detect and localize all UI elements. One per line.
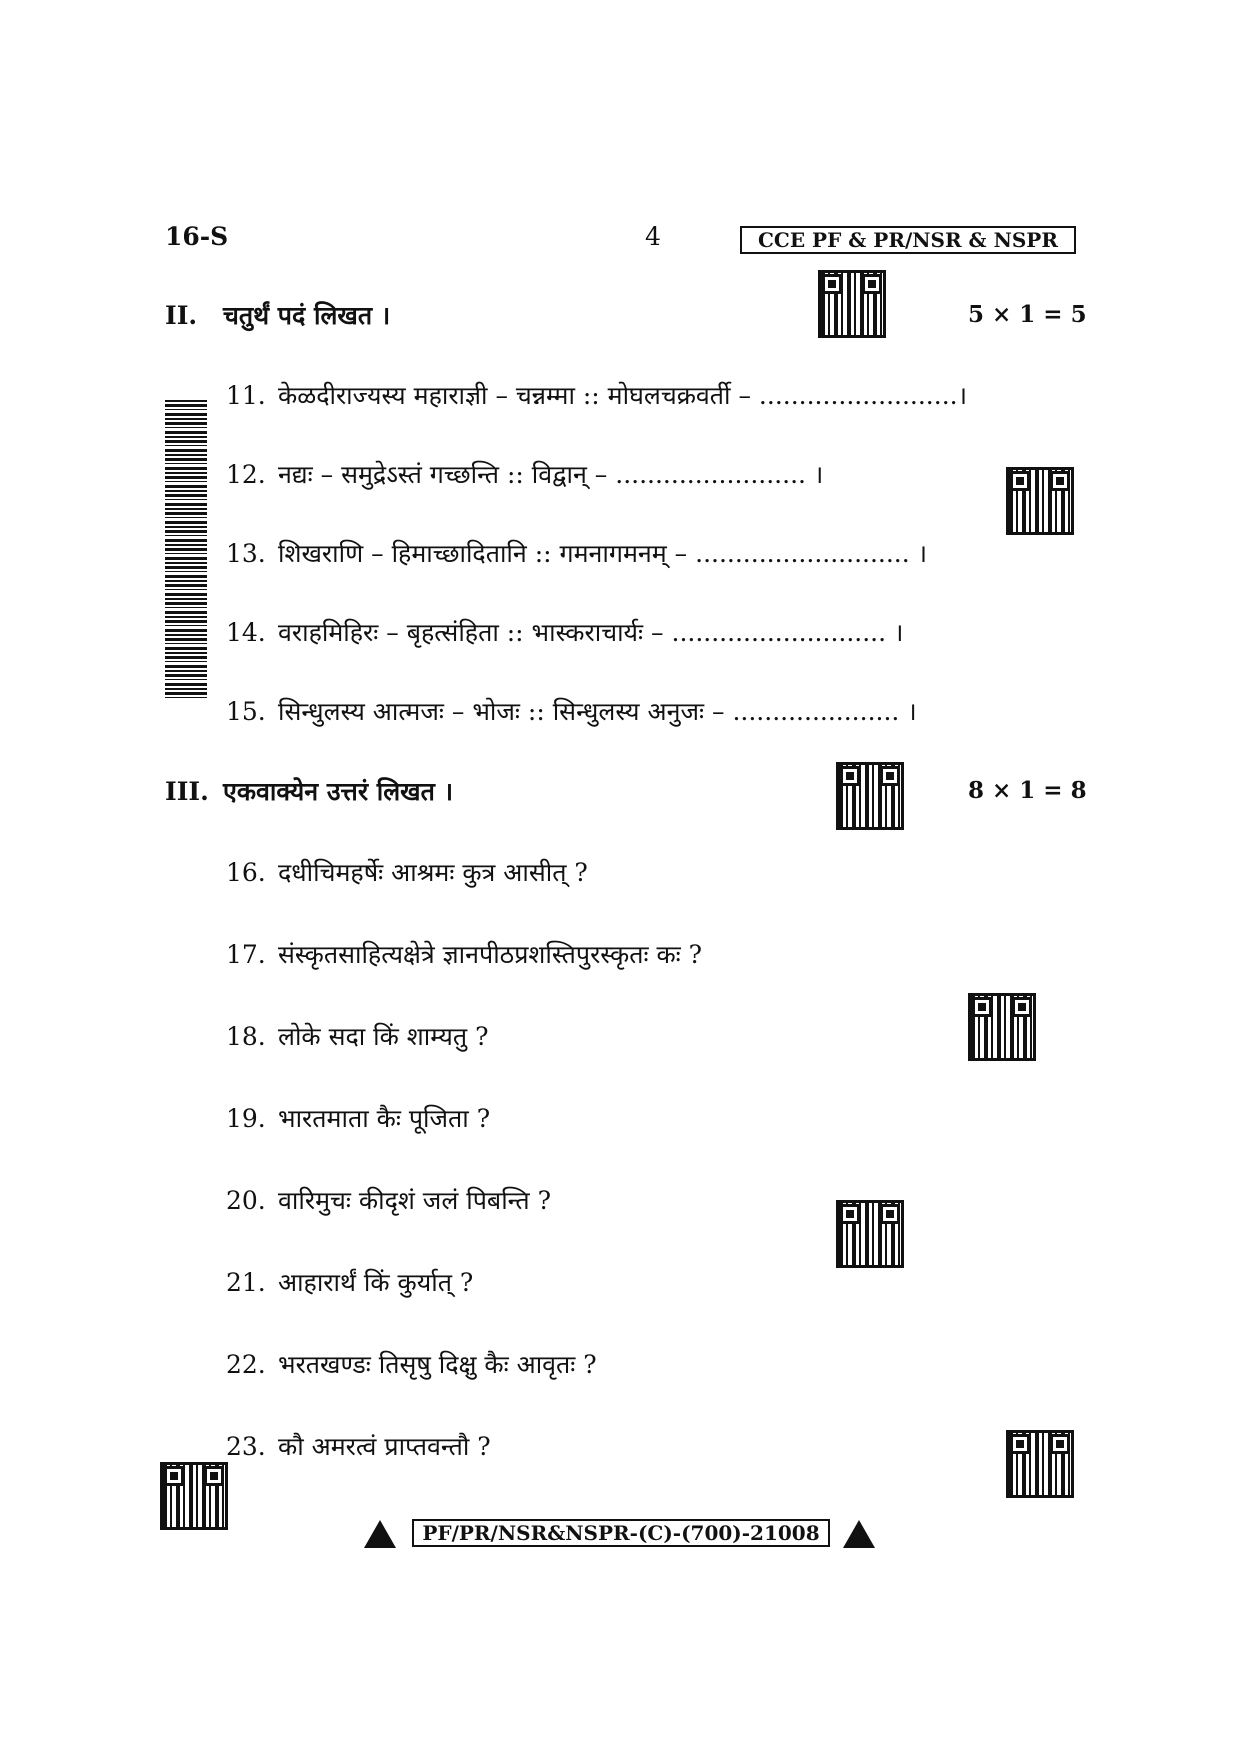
question-14 (226, 615, 904, 649)
qr-code-icon (1006, 1430, 1074, 1498)
question-number: 21. (226, 1268, 266, 1297)
question-text: संस्कृतसाहित्यक्षेत्रे ज्ञानपीठप्रशस्तिपुरस्कृतः कः ? (278, 940, 703, 969)
question-number: 22. (226, 1350, 266, 1379)
section-3-title: एकवाक्येन उत्तरं लिखत । (223, 777, 454, 806)
qr-code-icon (818, 270, 886, 338)
question-text: शिखराणि – हिमाच्छादितानि :: गमनागमनम् – ........................... । (278, 539, 928, 568)
question-text: वारिमुचः कीदृशं जलं पिबन्ति ? (278, 1186, 551, 1215)
qr-code-icon (968, 993, 1036, 1061)
question-20 (226, 1183, 551, 1217)
question-17 (226, 937, 702, 971)
question-number: 23. (226, 1432, 266, 1461)
question-text: दधीचिमहर्षेः आश्रमः कुत्र आसीत् ? (278, 858, 588, 887)
question-number: 20. (226, 1186, 266, 1215)
page-number: 4 (645, 222, 661, 251)
question-18 (226, 1019, 489, 1053)
question-number: 19. (226, 1104, 266, 1133)
section-3-heading (165, 774, 453, 808)
question-11 (226, 378, 967, 412)
section-2-marks: 5 × 1 = 5 (968, 301, 1087, 328)
question-16 (226, 855, 588, 889)
question-19 (226, 1101, 490, 1135)
question-number: 16. (226, 858, 266, 887)
footer-code: PF/PR/NSR&NSPR-(C)-(700)-21008 (412, 1519, 830, 1547)
paper-code: 16-S (165, 222, 229, 251)
section-2-title: चतुर्थं पदं लिखत । (223, 301, 391, 330)
question-number: 12. (226, 460, 266, 489)
question-text: सिन्धुलस्य आत्मजः – भोजः :: सिन्धुलस्य अनुजः – ..................... । (278, 697, 917, 726)
question-21 (226, 1265, 473, 1299)
barcode-icon (165, 400, 207, 698)
question-number: 18. (226, 1022, 266, 1051)
question-number: 14. (226, 618, 266, 647)
question-text: कौ अमरत्वं प्राप्तवन्तौ ? (278, 1432, 491, 1461)
question-text: केळदीराज्यस्य महाराज्ञी – चन्नम्मा :: मोघलचक्रवर्ती – .........................। (278, 381, 968, 410)
question-text: भरतखण्डः तिसृषु दिक्षु कैः आवृतः ? (278, 1350, 597, 1379)
qr-code-icon (1006, 467, 1074, 535)
section-3-number: III. (165, 777, 209, 806)
qr-code-icon (836, 1200, 904, 1268)
question-22 (226, 1347, 597, 1381)
qr-code-icon (836, 762, 904, 830)
question-text: भारतमाता कैः पूजिता ? (278, 1104, 491, 1133)
question-text: नद्यः – समुद्रेऽस्तं गच्छन्ति :: विद्वान् – ........................ । (278, 460, 824, 489)
question-text: आहारार्थं किं कुर्यात् ? (278, 1268, 474, 1297)
question-text: वराहमिहिरः – बृहत्संहिता :: भास्कराचार्यः – ........................... । (278, 618, 904, 647)
question-15 (226, 694, 917, 728)
triangle-up-icon (364, 1520, 396, 1548)
section-2-number: II. (165, 301, 198, 330)
question-text: लोके सदा किं शाम्यतु ? (278, 1022, 489, 1051)
question-number: 17. (226, 940, 266, 969)
question-number: 15. (226, 697, 266, 726)
qr-code-icon (160, 1462, 228, 1530)
section-2-heading (165, 298, 390, 332)
question-number: 13. (226, 539, 266, 568)
section-3-marks: 8 × 1 = 8 (968, 777, 1087, 804)
triangle-up-icon (843, 1520, 875, 1548)
question-12 (226, 457, 823, 491)
question-13 (226, 536, 927, 570)
question-23 (226, 1429, 491, 1463)
exam-label: CCE PF & PR/NSR & NSPR (740, 226, 1076, 254)
question-number: 11. (226, 381, 266, 410)
